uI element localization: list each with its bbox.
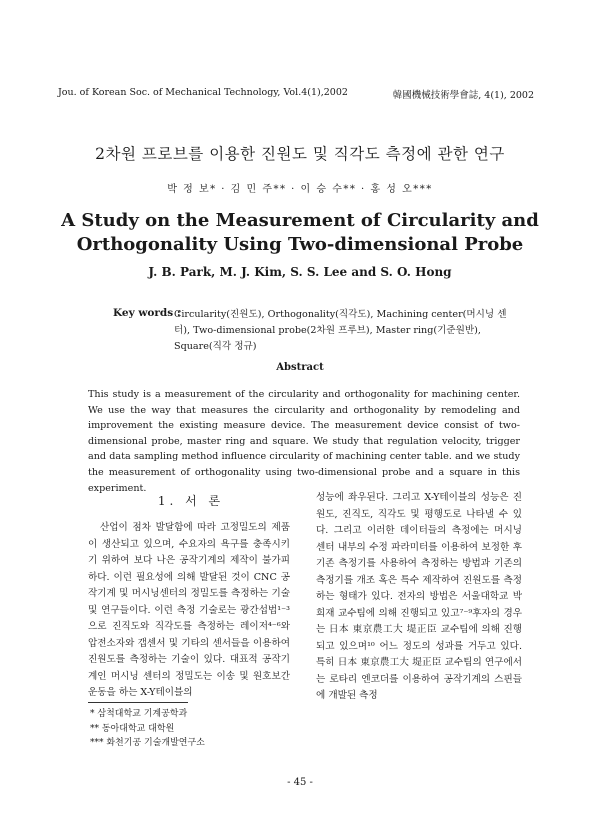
english-authors: J. B. Park, M. J. Kim, S. S. Lee and S. O. Hong — [148, 265, 452, 279]
english-title: A Study on the Measurement of Circularity and Orthogonality Using Two-dimensional Probe — [61, 210, 539, 255]
abstract-heading: Abstract — [276, 362, 324, 373]
abstract-body: This study is a measurement of the circularity and orthogonality for machining center. We use the way that measures the circularity and orthogonality by remodeling and improvement the existing measure device. The measurement device consist of two-dimensional probe, master ring and square. We study that regulation velocity, trigger and data sampling method influence circularity of machining center table. and we study the measurement of orthogonality using two-dimensional probe and a square in this experiment. — [88, 389, 520, 494]
footnote-3: *** 화천기공 기술개발연구소 — [90, 738, 205, 748]
section-heading-introduction: 1. 서 론 — [157, 494, 225, 508]
keywords-text: Circularity(진원도), Orthogonality(직각도), Machining center(머시닝 센터), Two-dimensional probe(2차원 프루브), Master ring(기준원반), Square(직각 정규) — [174, 309, 507, 352]
footnote-divider — [88, 702, 188, 703]
keywords-label: Key words : — [113, 307, 181, 319]
page-number: - 45 - — [287, 777, 313, 788]
journal-header-korean: 韓國機械技術學會誌, 4(1), 2002 — [392, 90, 534, 101]
footnote-2: ** 동아대학교 대학원 — [90, 723, 175, 734]
footnote-1: * 삼척대학교 기계공학과 — [90, 709, 188, 719]
korean-title: 2차원 프로브를 이용한 진원도 및 직각도 측정에 관한 연구 — [95, 145, 505, 163]
introduction-left-column: 산업이 점차 발달함에 따라 고정밀도의 제품이 생산되고 있으며, 수요자의 욕구를 충족시키기 위하여 보다 나은 공작기계의 제작이 불가피하다. 이런 필요성에 의해 발달된 것이 CNC 공작기계 및 머시닝센터의 정밀도를 측정하는 기술 및 연구들이다. 이런 측정 기술로는 광간섭법¹⁻³으로 진직도와 직각도를 측정하는 레이저⁴⁻⁶와 압전소자와 갭센서 및 기타의 센서들을 이용하여 진원도를 측정하는 기술이 있다. 대표적 공작기계인 머시닝 센터의 정밀도는 이송 및 원호보간운동을 하는 X-Y테이블의 — [88, 522, 290, 698]
affiliation-footnotes — [90, 707, 205, 751]
korean-authors: 박 정 보* · 김 민 주** · 이 승 수** · 홍 성 오*** — [167, 184, 433, 195]
introduction-right-column: 성능에 좌우된다. 그리고 X-Y테이블의 성능은 진원도, 진직도, 직각도 및 평행도로 나타낼 수 있다. 그리고 이러한 데이터들의 측정에는 머시닝 센터 내부의 수정 파라미터를 이용하여 보정한 후 기존 측정기를 사용하여 측정하는 방법과 기존의 측정기를 개조 혹은 특수 제작하여 진원도를 측정하는 형태가 있다. 전자의 방법은 서울대학교 박희재 교수팀에 의해 진행되고 있고⁷⁻⁹후자의 경우는 日本 東京農工大 堤正臣 교수팀에 의해 진행되고 있으며¹⁰ 어느 정도의 성과를 거두고 있다. 특히 日本 東京農工大 堤正臣 교수팀의 연구에서는 로타리 엔코더를 이용하여 공작기계의 스핀들에 개발된 측정 — [316, 492, 522, 701]
journal-header-english: Jou. of Korean Soc. of Mechanical Technology, Vol.4(1),2002 — [58, 87, 348, 98]
